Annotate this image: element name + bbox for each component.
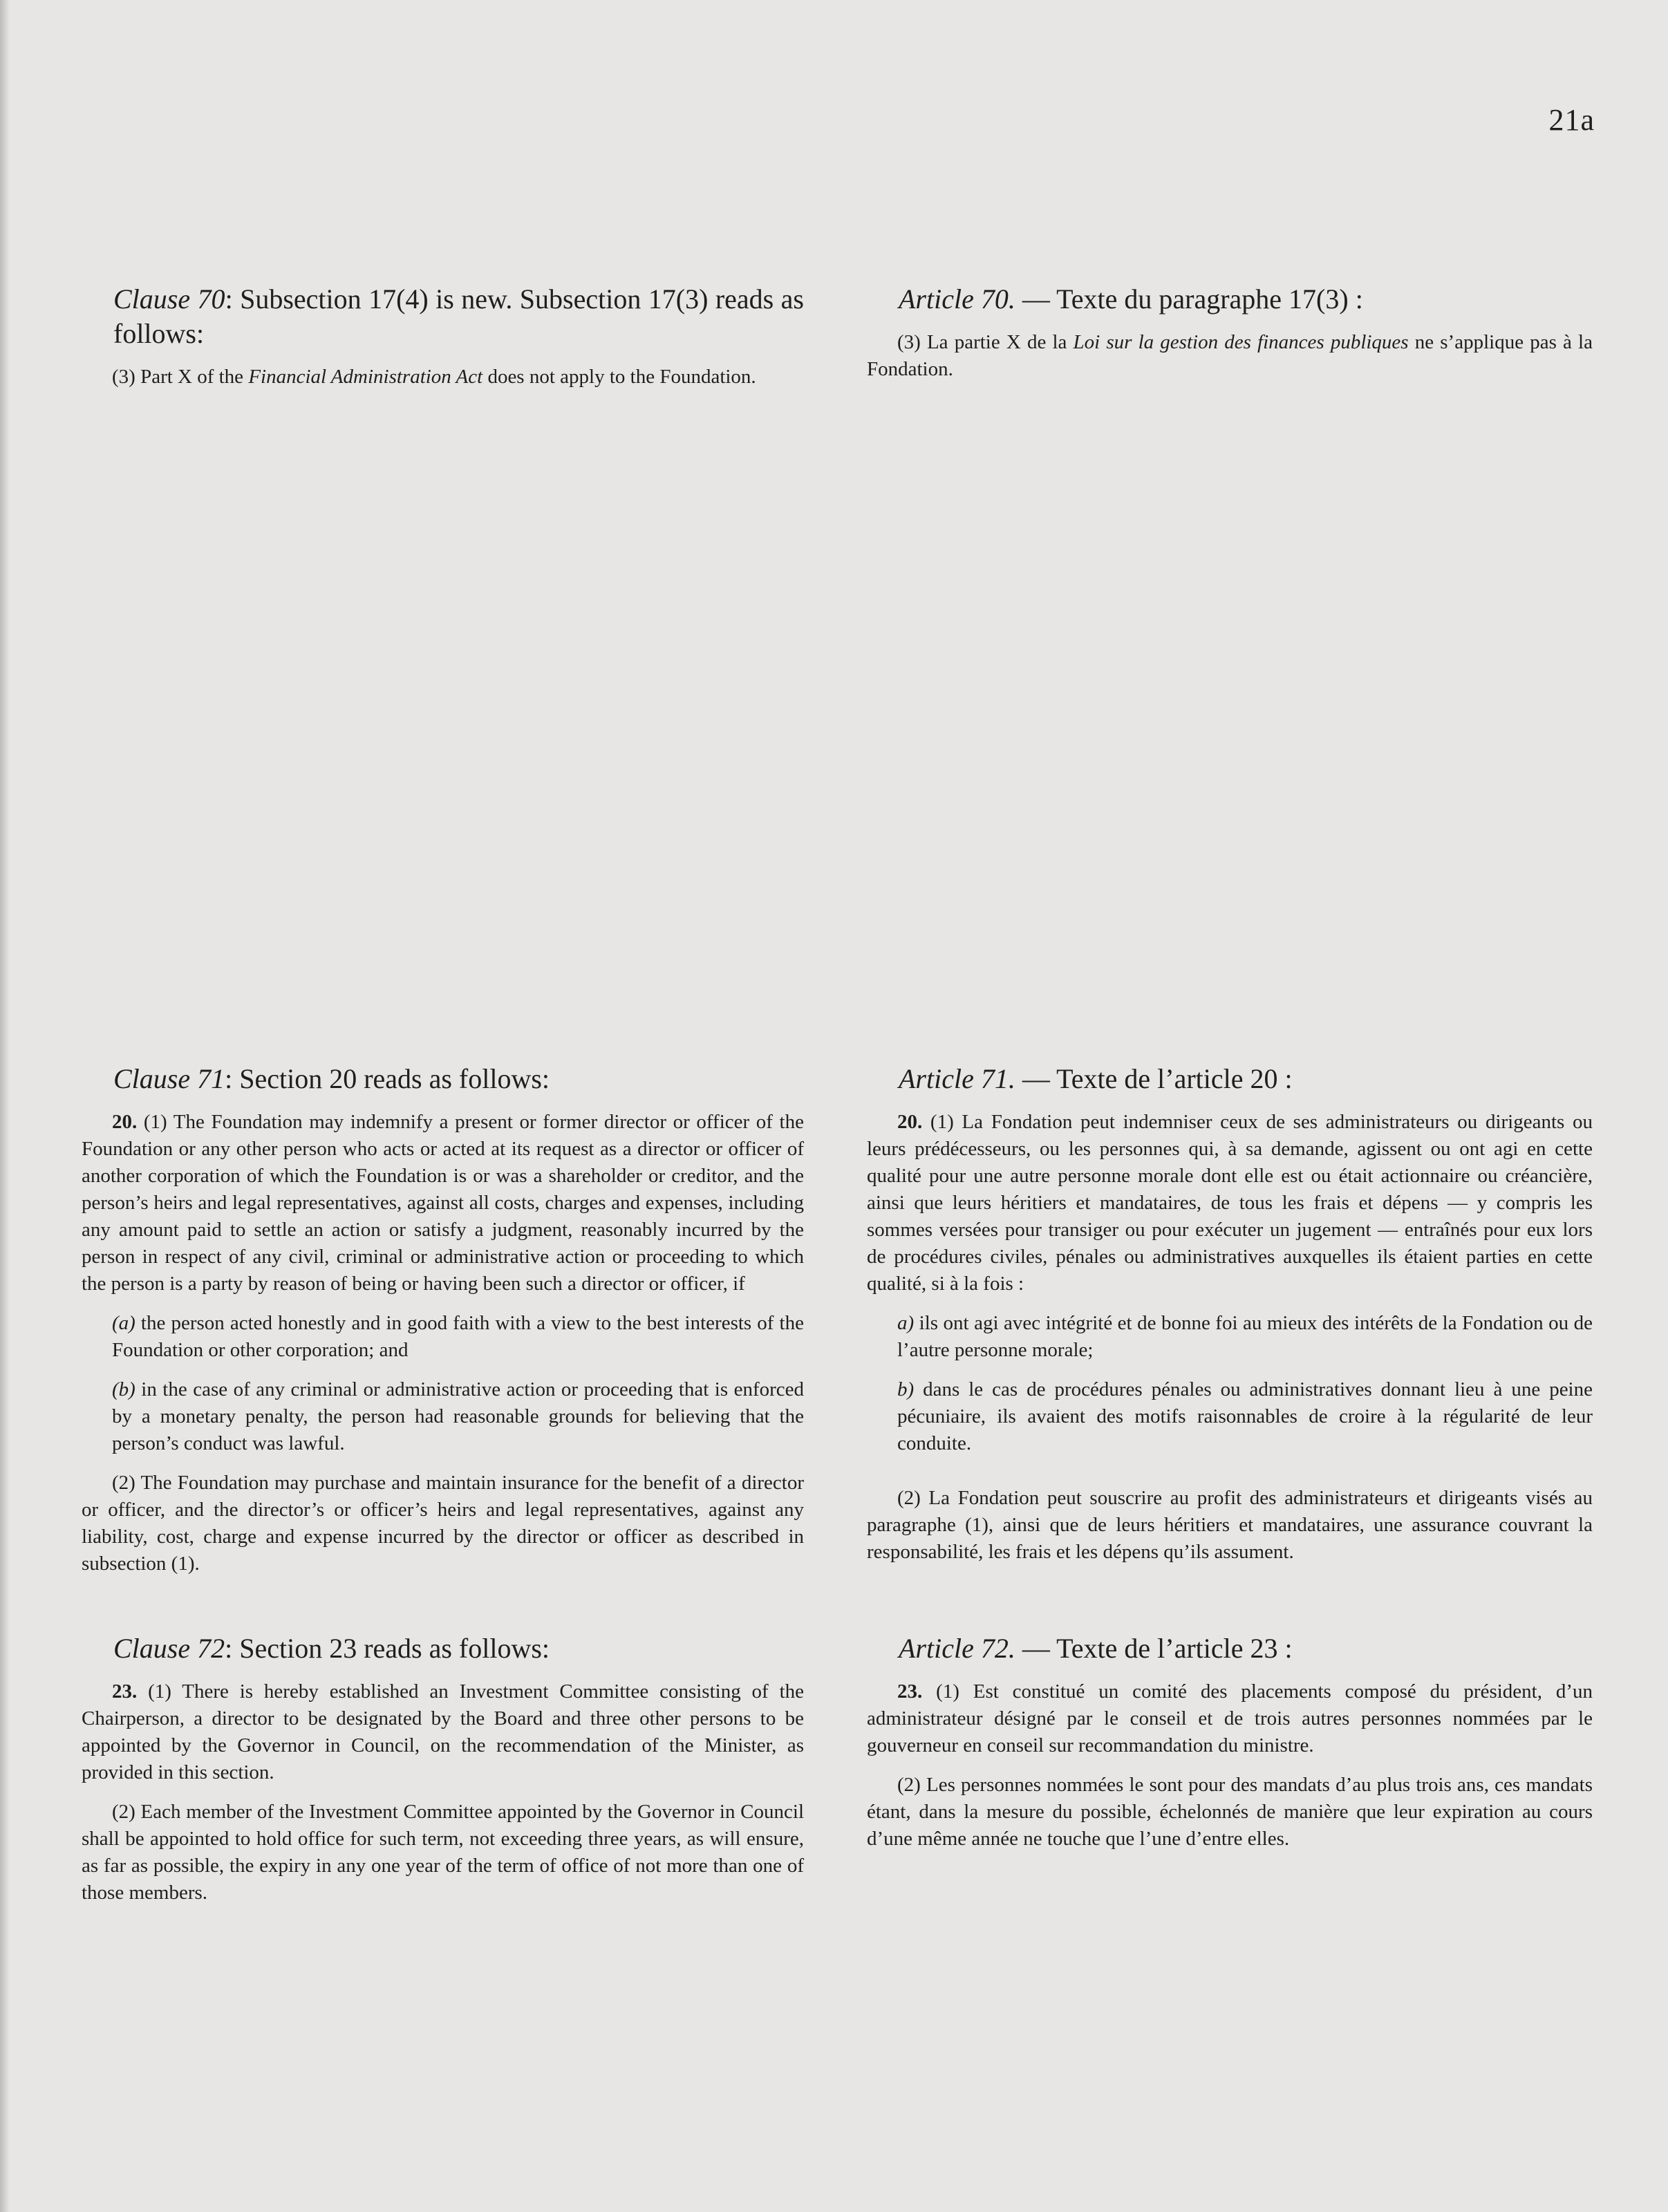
paragraph-text: dans le cas de procédures pénales ou administratives donnant lieu à une peine pécuniaire, ils avaient des motifs raisonnables de croire à la régularité de leur conduite. [897, 1378, 1593, 1454]
page-edge-shadow [0, 0, 10, 2212]
article-72-heading-text: — Texte de l’article 23 : [1015, 1633, 1293, 1664]
page-number: 21a [1548, 103, 1595, 137]
clause-71-subsection-2: (2) The Foundation may purchase and maintain insurance for the benefit of a director or officer, and the director’s or officer’s heirs and legal representatives, against any liability, cost, charge and expense incurred by the director or officer as described in subsection (1). [82, 1472, 804, 1575]
clause-70-label: Clause 70 [113, 283, 225, 315]
clause-72-subsection-1 [82, 1678, 804, 1786]
paragraph-text: the person acted honestly and in good faith with a view to the best interests of the Foundation or other corporation; and [112, 1312, 804, 1361]
clause-71-note [82, 1062, 804, 1590]
clause-70-act-title: Financial Administration Act [248, 366, 483, 388]
paragraph-label: b) [897, 1378, 915, 1400]
clause-72-note [82, 1631, 804, 1919]
article-70-heading-text: — Texte du paragraphe 17(3) : [1015, 283, 1363, 315]
article-72-label: Article 72. [899, 1633, 1015, 1664]
clause-70-heading [82, 282, 804, 351]
subsection-text: (1) La Fondation peut indemniser ceux de ses administrateurs ou dirigeants ou leurs prédécesseurs, ou les personnes qui, à sa demande, agissent ou ont agi en cette qualité pour une autre personne morale dont elle est ou était actionnaire ou créancière, ainsi que leurs héritiers et mandataires, de tous les frais et dépens — y compris les sommes versées pour transiger ou pour exécuter un jugement — entraînés pour eux lors de procédures civiles, pénales ou administratives auxquelles ils étaient parties en cette qualité, si à la fois : [867, 1111, 1593, 1295]
section-number: 23. [112, 1680, 138, 1703]
clause-72-label: Clause 72 [113, 1633, 225, 1664]
article-71-heading [867, 1062, 1593, 1096]
clause-70-note [82, 282, 804, 403]
clause-70-text-end: does not apply to the Foundation. [482, 366, 756, 388]
article-71-note [867, 1062, 1593, 1578]
article-71-paragraph-b [867, 1376, 1593, 1457]
clause-71-label: Clause 71 [113, 1063, 225, 1094]
clause-71-paragraph-a [82, 1310, 804, 1364]
paragraph-label: a) [897, 1312, 915, 1334]
article-72-note [867, 1631, 1593, 1865]
clause-72-heading-text: : Section 23 reads as follows: [225, 1633, 550, 1664]
article-70-text-end: ne s’applique pas à la Fondation. [867, 331, 1593, 380]
section-number: 20. [112, 1111, 138, 1133]
article-71-subsection-1 [867, 1109, 1593, 1297]
article-72-subsection-2: (2) Les personnes nommées le sont pour des mandats d’au plus trois ans, ces mandats étant, dans la mesure du possible, échelonnés de manière que leur expiration au cours d’une même année ne touche que l’une d’entre elles. [867, 1774, 1593, 1850]
article-72-subsection-1 [867, 1678, 1593, 1759]
clause-71-subsection-1 [82, 1109, 804, 1297]
subsection-text: (1) There is hereby established an Investment Committee consisting of the Chairperson, a director to be designated by the Board and three other persons to be appointed by the Governor in Council, on the recommendation of the Minister, as provided in this section. [82, 1680, 804, 1783]
paragraph-label: (a) [112, 1312, 135, 1334]
clause-71-heading-text: : Section 20 reads as follows: [225, 1063, 550, 1094]
subsection-text: (1) Est constitué un comité des placements composé du président, d’un administrateur désigné par le conseil et de trois autres personnes nommées par le gouverneur en conseil sur recommandation du ministre. [867, 1680, 1593, 1756]
article-70-heading [867, 282, 1593, 317]
article-70-paragraph [867, 329, 1593, 383]
section-number: 23. [897, 1680, 923, 1703]
article-71-subsection-2: (2) La Fondation peut souscrire au profit des administrateurs et dirigeants visés au paragraphe (1), ainsi que de leurs héritiers et mandataires, une assurance couvrant la responsabilité, les frais et les dépens qu’ils assument. [867, 1487, 1593, 1563]
clause-71-paragraph-b [82, 1376, 804, 1457]
subsection-text: (1) The Foundation may indemnify a present or former director or officer of the Foundation or any other person who acts or acted at its request as a director or officer of another corporation of which the Foundation is or was a shareholder or creditor, and the person’s heirs and legal representatives, against all costs, charges and expenses, including any amount paid to settle an action or satisfy a judgment, reasonably incurred by the person in respect of any civil, criminal or administrative action or proceeding to which the person is a party by reason of being or having been such a director or officer, if [82, 1111, 804, 1295]
article-70-note [867, 282, 1593, 395]
article-70-label: Article 70. [899, 283, 1015, 315]
article-71-label: Article 71. [899, 1063, 1015, 1094]
clause-70-text: (3) Part X of the [112, 366, 249, 388]
paragraph-text: ils ont agi avec intégrité et de bonne foi au mieux des intérêts de la Fondation ou de l’autre personne morale; [897, 1312, 1593, 1361]
clause-70-heading-text: : Subsection 17(4) is new. Subsection 17(3) reads as follows: [113, 283, 804, 349]
clause-72-subsection-2: (2) Each member of the Investment Committee appointed by the Governor in Council shall be appointed to hold office for such term, not exceeding three years, as will ensure, as far as possible, the expiry in any one year of the term of office of not more than one of those members. [82, 1801, 804, 1904]
article-71-paragraph-a [867, 1310, 1593, 1364]
article-70-act-title: Loi sur la gestion des finances publiques [1073, 331, 1409, 353]
article-71-heading-text: — Texte de l’article 20 : [1015, 1063, 1293, 1094]
clause-71-heading [82, 1062, 804, 1096]
clause-72-heading [82, 1631, 804, 1666]
paragraph-text: in the case of any criminal or administrative action or proceeding that is enforced by a monetary penalty, the person had reasonable grounds for believing that the person’s conduct was lawful. [112, 1378, 804, 1454]
paragraph-label: (b) [112, 1378, 135, 1400]
section-number: 20. [897, 1111, 923, 1133]
article-72-heading [867, 1631, 1593, 1666]
article-70-text: (3) La partie X de la [897, 331, 1074, 353]
clause-70-paragraph [82, 364, 804, 391]
